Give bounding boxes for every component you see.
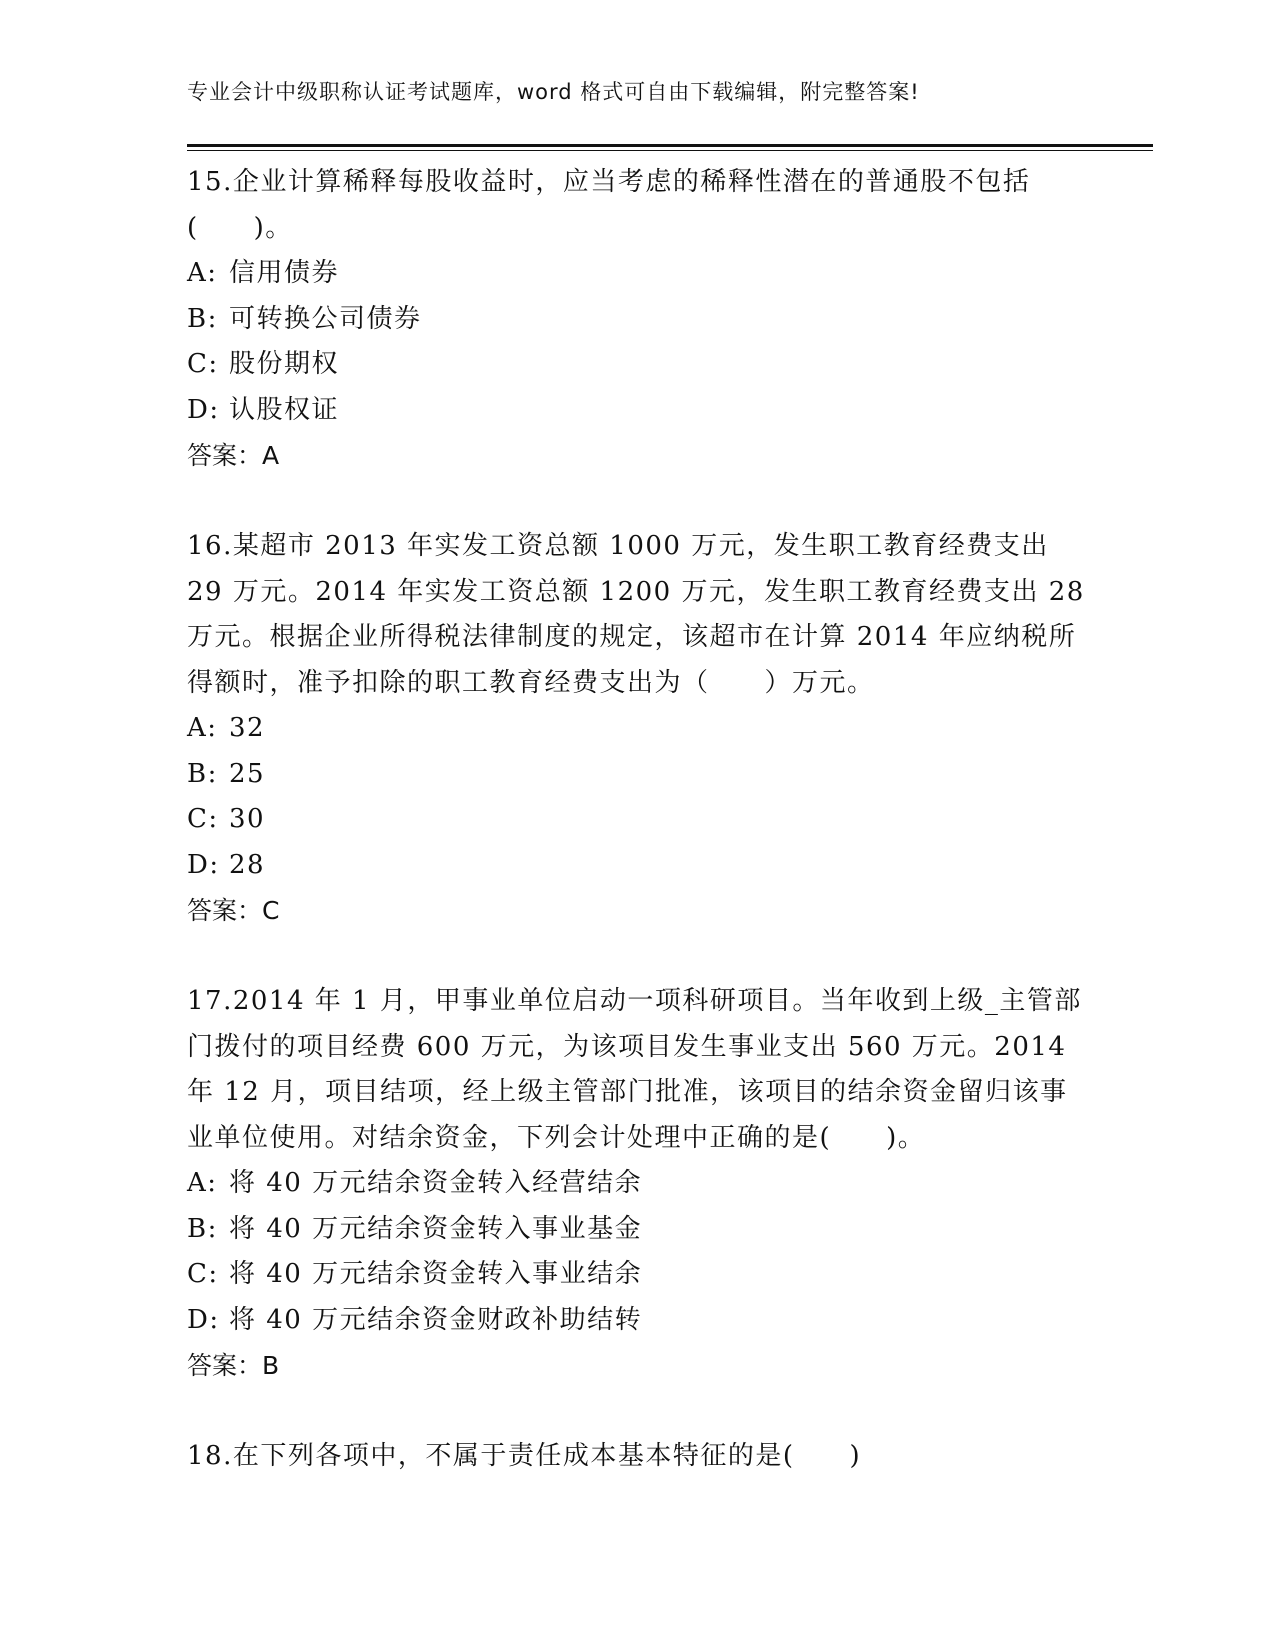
option-a xyxy=(187,251,1087,297)
option-a xyxy=(187,1161,1087,1207)
option-d xyxy=(187,843,1087,889)
option-c xyxy=(187,797,1087,843)
option-key: C: xyxy=(187,804,219,834)
option-text: 信用债券 xyxy=(229,258,340,288)
option-b xyxy=(187,1207,1087,1253)
option-key: D: xyxy=(187,394,220,425)
option-key: A: xyxy=(187,258,218,288)
question-15 xyxy=(187,160,1087,479)
option-d xyxy=(187,388,1087,434)
option-c xyxy=(187,1252,1087,1298)
option-key: C: xyxy=(187,349,219,379)
question-16 xyxy=(187,524,1087,934)
option-b xyxy=(187,297,1087,343)
question-text: 16.某超市 2013 年实发工资总额 1000 万元，发生职工教育经费支出 29 万元。2014 年实发工资总额 1200 万元，发生职工教育经费支出 28 万元。根据企业所得税法律制度的规定，该超市在计算 2014 年应纳税所得额时，准予扣除的职工教育经费支出为（ ）万元。 xyxy=(187,531,1085,698)
option-text: 认股权证 xyxy=(229,394,340,425)
question-text: 18.在下列各项中，不属于责任成本基本特征的是( ) xyxy=(187,1441,862,1471)
option-text: 将 40 万元结余资金转入事业结余 xyxy=(229,1259,643,1289)
spacer xyxy=(187,1389,1087,1435)
option-key: D: xyxy=(187,1304,220,1335)
option-text: 将 40 万元结余资金财政补助结转 xyxy=(229,1304,643,1335)
option-b xyxy=(187,752,1087,798)
option-key: B: xyxy=(187,303,218,334)
question-18 xyxy=(187,1434,1087,1480)
option-text: 可转换公司债券 xyxy=(229,303,422,334)
answer: 答案：A xyxy=(187,441,280,470)
header-rule-thin xyxy=(187,150,1153,151)
page-header: 专业会计中级职称认证考试题库，word 格式可自由下载编辑，附完整答案! xyxy=(187,80,920,104)
option-text: 股份期权 xyxy=(229,349,340,379)
option-d xyxy=(187,1298,1087,1344)
spacer xyxy=(187,479,1087,525)
option-key: B: xyxy=(187,1213,218,1244)
option-c xyxy=(187,342,1087,388)
question-text: 17.2014 年 1 月，甲事业单位启动一项科研项目。当年收到上级_主管部门拨付的项目经费 600 万元，为该项目发生事业支出 560 万元。2014 年 12 月，项目结项，经上级主管部门批准，该项目的结余资金留归该事业单位使用。对结余资金，下列会计处理中正确的是( )。 xyxy=(187,986,1082,1153)
question-list xyxy=(187,160,1087,1480)
answer: 答案：B xyxy=(187,1351,280,1380)
answer: 答案：C xyxy=(187,896,280,925)
option-text: 将 40 万元结余资金转入经营结余 xyxy=(229,1168,643,1198)
option-key: D: xyxy=(187,849,220,880)
option-key: A: xyxy=(187,713,218,743)
option-text: 28 xyxy=(229,849,266,880)
option-a xyxy=(187,706,1087,752)
question-17 xyxy=(187,979,1087,1389)
option-key: A: xyxy=(187,1168,218,1198)
option-key: C: xyxy=(187,1259,219,1289)
option-text: 30 xyxy=(229,804,266,834)
question-text: 15.企业计算稀释每股收益时，应当考虑的稀释性潜在的普通股不包括( )。 xyxy=(187,167,1031,243)
option-key: B: xyxy=(187,758,218,789)
option-text: 32 xyxy=(229,713,266,743)
option-text: 25 xyxy=(229,758,266,789)
option-text: 将 40 万元结余资金转入事业基金 xyxy=(229,1213,643,1244)
spacer xyxy=(187,934,1087,980)
header-rule-thick xyxy=(187,144,1153,147)
